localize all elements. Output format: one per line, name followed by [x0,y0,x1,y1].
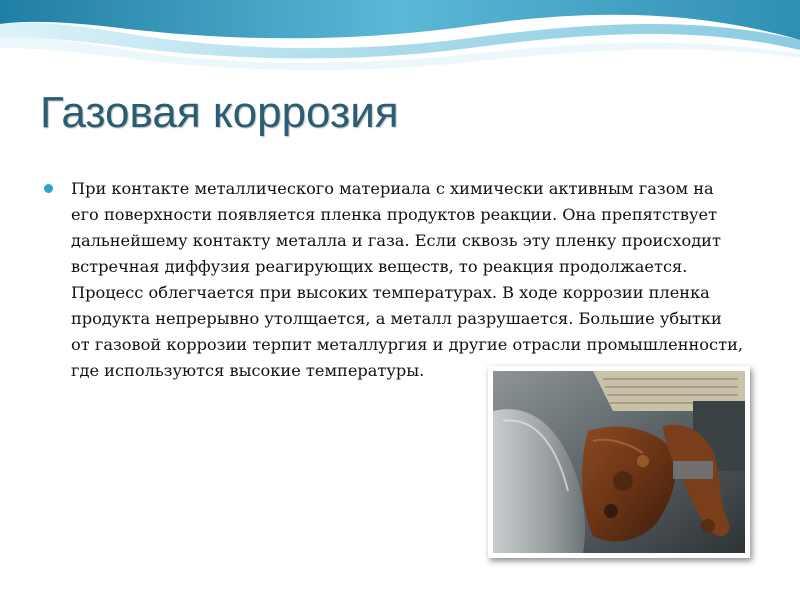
corroded-metal-image [493,371,745,553]
header-wave-decoration [0,0,800,80]
bullet-text: При контакте металлического материала с химически активным газом на его поверхности появляется пленка продуктов реакции. Она препятствует дальнейшему контакту металла и газа. Если сквозь эту пленку происходит встречная диффузия реагирующих веществ, то реакция продолжается. Процесс облегчается при высоких температурах. В ходе коррозии пленка продукта непрерывно утолщается, а металл разрушается. Большие убытки от газовой коррозии терпит металлургия и другие отрасли промышленности, где используются высокие температуры. [71,179,744,380]
bullet-icon [44,184,53,193]
slide-title: Газовая коррозия [40,88,399,137]
corrosion-photo [488,366,750,558]
bullet-item [44,176,744,384]
